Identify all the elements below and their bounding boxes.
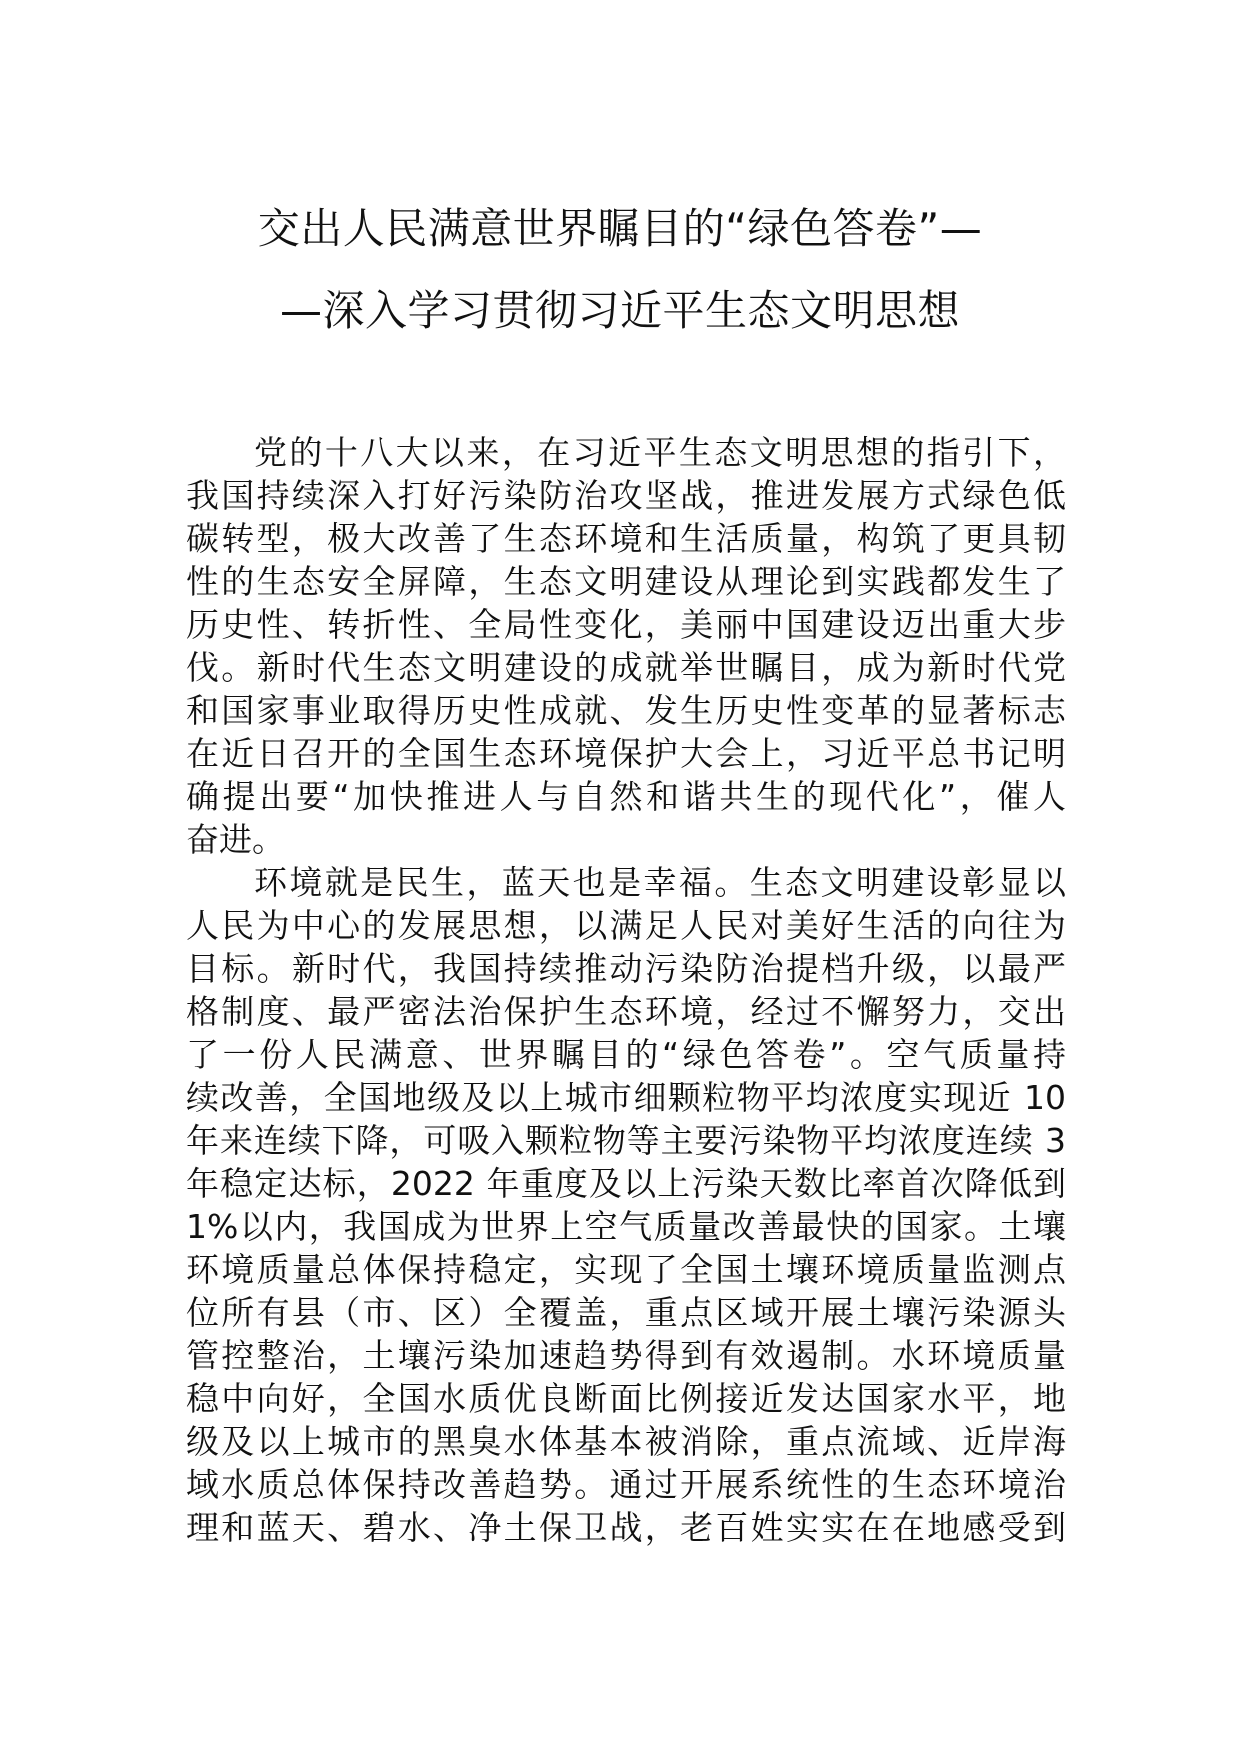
body-line: 我国持续深入打好污染防治攻坚战，推进发展方式绿色低 <box>186 476 1066 515</box>
body-line: 了一份人民满意、世界瞩目的“绿色答卷”。空气质量持 <box>186 1035 1066 1074</box>
body-line: 碳转型，极大改善了生态环境和生活质量，构筑了更具韧 <box>186 519 1066 558</box>
body-line: 稳中向好，全国水质优良断面比例接近发达国家水平，地 <box>186 1379 1066 1418</box>
body-line: 奋进。 <box>186 820 285 859</box>
body-line: 人民为中心的发展思想，以满足人民对美好生活的向往为 <box>186 906 1066 945</box>
body-line: 级及以上城市的黑臭水体基本被消除，重点流域、近岸海 <box>186 1422 1066 1461</box>
body-line: 伐。新时代生态文明建设的成就举世瞩目，成为新时代党 <box>186 648 1066 687</box>
document-body <box>186 431 1066 1549</box>
body-line: 环境就是民生，蓝天也是幸福。生态文明建设彰显以 <box>254 863 1066 902</box>
body-line: 目标。新时代，我国持续推动污染防治提档升级，以最严 <box>186 949 1066 988</box>
body-line: 域水质总体保持改善趋势。通过开展系统性的生态环境治 <box>186 1465 1066 1504</box>
body-line: 续改善，全国地级及以上城市细颗粒物平均浓度实现近 10 <box>186 1078 1066 1117</box>
body-line: 理和蓝天、碧水、净土保卫战，老百姓实实在在地感受到 <box>186 1508 1066 1547</box>
paragraph-1 <box>186 431 1066 861</box>
body-line: 管控整治，土壤污染加速趋势得到有效遏制。水环境质量 <box>186 1336 1066 1375</box>
document-title <box>150 205 1090 335</box>
title-line-2: —深入学习贯彻习近平生态文明思想 <box>279 286 960 335</box>
body-line: 确提出要“加快推进人与自然和谐共生的现代化”，催人 <box>186 777 1066 816</box>
body-line: 位所有县（市、区）全覆盖，重点区域开展土壤污染源头 <box>186 1293 1066 1332</box>
body-line: 1%以内，我国成为世界上空气质量改善最快的国家。土壤 <box>186 1207 1066 1246</box>
body-line: 年稳定达标，2022 年重度及以上污染天数比率首次降低到 <box>186 1164 1066 1203</box>
body-line: 党的十八大以来，在习近平生态文明思想的指引下， <box>254 433 1066 472</box>
body-line: 和国家事业取得历史性成就、发生历史性变革的显著标志 <box>186 691 1066 730</box>
paragraph-2 <box>186 861 1066 1549</box>
body-line: 格制度、最严密法治保护生态环境，经过不懈努力，交出 <box>186 992 1066 1031</box>
body-line: 性的生态安全屏障，生态文明建设从理论到实践都发生了 <box>186 562 1066 601</box>
body-line: 年来连续下降，可吸入颗粒物等主要污染物平均浓度连续 3 <box>186 1121 1066 1160</box>
title-line-1: 交出人民满意世界瞩目的“绿色答卷”— <box>257 204 983 253</box>
body-line: 在近日召开的全国生态环境保护大会上，习近平总书记明 <box>186 734 1066 773</box>
body-line: 环境质量总体保持稳定，实现了全国土壤环境质量监测点 <box>186 1250 1066 1289</box>
body-line: 历史性、转折性、全局性变化，美丽中国建设迈出重大步 <box>186 605 1066 644</box>
